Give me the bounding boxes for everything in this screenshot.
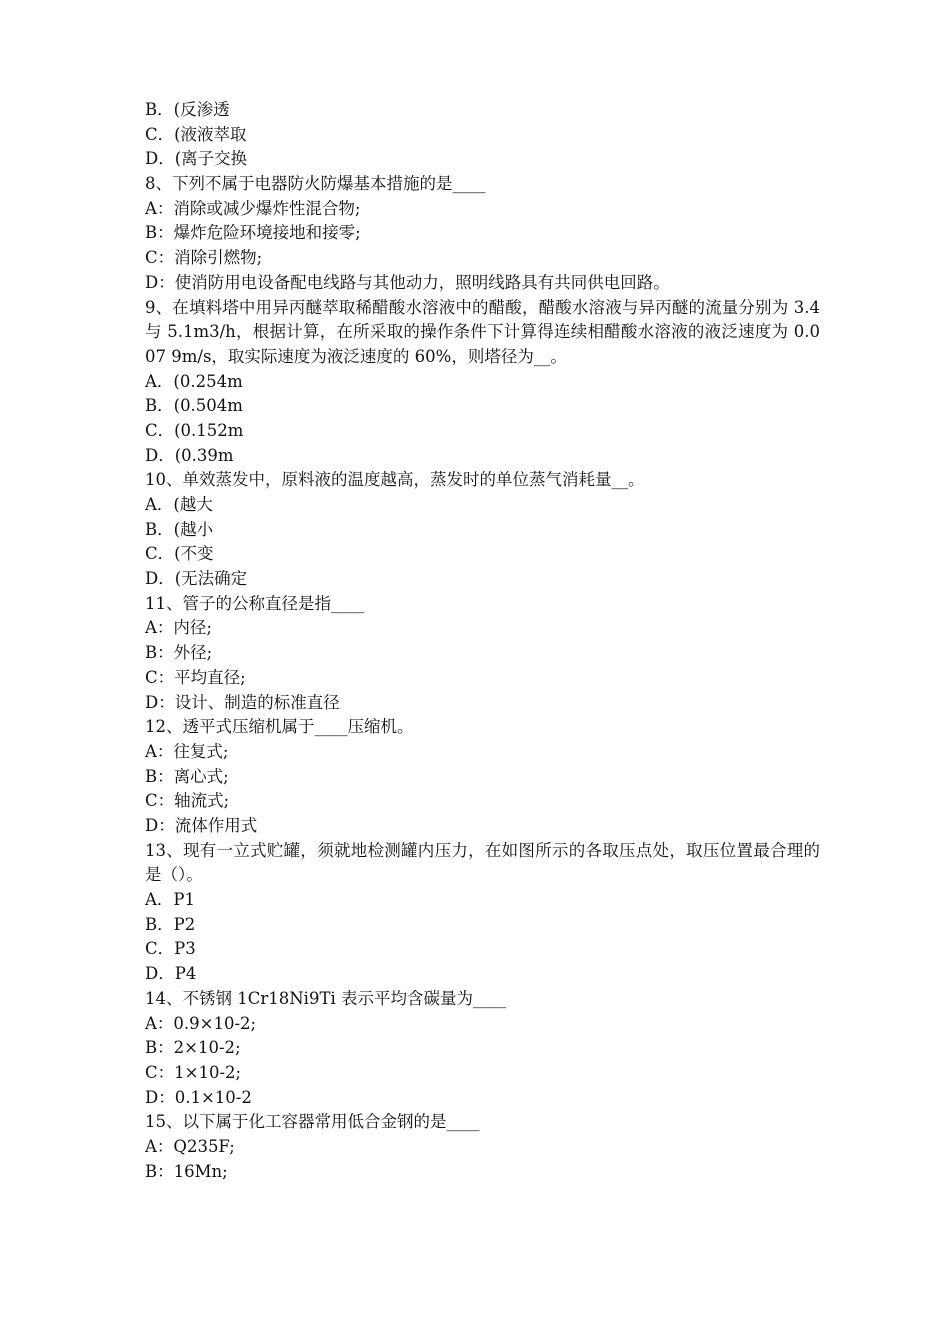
option-line: C：消除引燃物; [145,248,263,268]
option-line: A：消除或减少爆炸性混合物; [145,198,361,218]
question-9: 9、在填料塔中用异丙醚萃取稀醋酸水溶液中的醋酸，醋酸水溶液与异丙醚的流量分别为 3.4 与 5.1m3/h，根据计算，在所采取的操作条件下计算得连续相醋酸水溶液的液泛速度为 0.007 9m/s，取实际速度为液泛速度的 60%，则塔径为__。 [145,297,820,366]
option-line: A：往复式; [145,741,229,761]
option-line: D：流体作用式 [145,815,258,835]
option-line: C：平均直径; [145,667,246,687]
option-line: B：外径; [145,643,213,663]
question-15: 15、以下属于化工容器常用低合金钢的是____ [145,1112,480,1132]
option-line: D：0.1×10-2 [145,1087,252,1107]
option-line: B．(0.504m [145,396,243,416]
question-10: 10、单效蒸发中，原料液的温度越高，蒸发时的单位蒸气消耗量__。 [145,470,645,490]
option-line: A．(0.254m [145,371,243,391]
option-line: C．(不变 [145,544,214,564]
option-line: B：离心式; [145,766,229,786]
option-line: C：1×10-2; [145,1062,242,1082]
option-line: D．(离子交换 [145,149,248,169]
option-line: C．P3 [145,939,196,959]
question-14: 14、不锈钢 1Cr18Ni9Ti 表示平均含碳量为____ [145,988,506,1008]
option-line: B．(越小 [145,519,214,539]
option-line: D．(0.39m [145,445,234,465]
option-line: B．(反渗透 [145,100,230,119]
option-line: A：内径; [145,618,212,638]
option-line: D：使消防用电设备配电线路与其他动力，照明线路具有共同供电回路。 [145,272,670,292]
option-line: B．P2 [145,914,196,934]
option-line: B：16Mn; [145,1161,228,1181]
question-8: 8、下列不属于电器防火防爆基本措施的是____ [145,174,486,194]
question-13: 13、现有一立式贮罐，须就地检测罐内压力，在如图所示的各取压点处，取压位置最合理的是（）。 [145,840,820,885]
option-line: C．(0.152m [145,420,244,440]
option-line: C．(液液萃取 [145,124,247,144]
option-line: D．P4 [145,964,197,984]
option-line: B：爆炸危险环境接地和接零; [145,223,361,243]
option-line: A．P1 [145,890,196,910]
option-line: A：Q235F; [145,1136,235,1156]
question-11: 11、管子的公称直径是指____ [145,593,364,613]
option-line: A．(越大 [145,495,213,515]
document-page [145,98,820,1184]
option-line: D．(无法确定 [145,569,248,589]
option-line: A：0.9×10-2; [145,1013,257,1033]
question-12: 12、透平式压缩机属于____压缩机。 [145,717,414,737]
option-line: D：设计、制造的标准直径 [145,692,340,712]
option-line: B：2×10-2; [145,1038,241,1058]
option-line: C：轴流式; [145,791,230,811]
